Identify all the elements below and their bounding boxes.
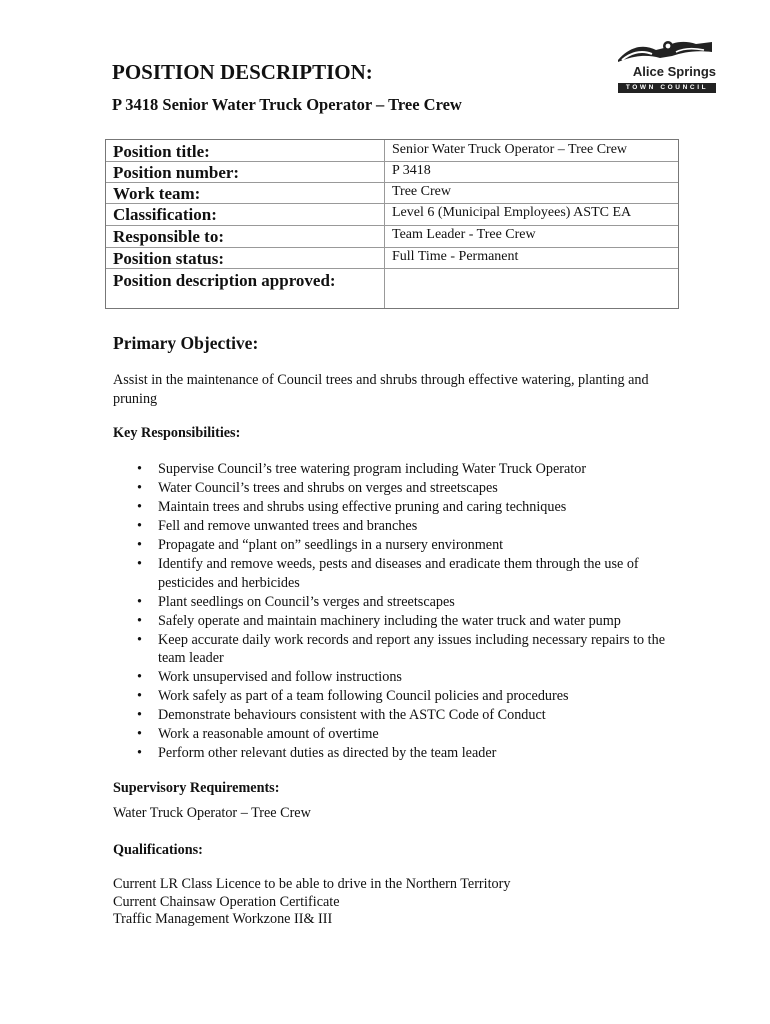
position-details-table <box>105 139 679 309</box>
row-label-description-approved: Position description approved: <box>113 271 336 290</box>
council-logo <box>612 38 716 100</box>
list-item-text: Safely operate and maintain machinery including the water truck and water pump <box>158 612 621 629</box>
key-responsibilities-heading: Key Responsibilities: <box>113 425 241 441</box>
list-item-text: Keep accurate daily work records and report any issues including necessary repairs to the team leader <box>158 631 666 666</box>
row-value-position-title: Senior Water Truck Operator – Tree Crew <box>392 142 628 157</box>
qualification-item: Traffic Management Workzone II& III <box>113 911 333 927</box>
list-item-text: Fell and remove unwanted trees and branches <box>158 518 418 534</box>
list-item-text: Supervise Council’s tree watering program including Water Truck Operator <box>158 461 587 477</box>
row-label-classification: Classification: <box>113 205 217 224</box>
qualification-item: Current LR Class Licence to be able to drive in the Northern Territory <box>113 876 511 892</box>
list-item: • Plant seedlings on Council’s verges and streetscapes <box>137 593 455 610</box>
table-row <box>106 203 678 226</box>
list-item: • Demonstrate behaviours consistent with the ASTC Code of Conduct <box>137 707 546 723</box>
row-label-position-title: Position title: <box>113 142 210 161</box>
row-value-responsible-to: Team Leader - Tree Crew <box>392 227 536 242</box>
primary-objective-heading: Primary Objective: <box>113 333 259 353</box>
table-row <box>106 161 678 183</box>
primary-objective-text: Assist in the maintenance of Council trees and shrubs through effective watering, planting and pruning <box>113 372 649 407</box>
council-logo-icon <box>612 38 716 66</box>
row-label-work-team: Work team: <box>113 184 201 203</box>
list-item: • Propagate and “plant on” seedlings in a nursery environment <box>137 537 504 553</box>
row-value-position-number: P 3418 <box>392 163 431 178</box>
row-value-classification: Level 6 (Municipal Employees) ASTC EA <box>392 205 632 220</box>
list-item-text: Perform other relevant duties as directed by the team leader <box>158 745 497 761</box>
supervisory-heading: Supervisory Requirements: <box>113 780 280 796</box>
list-item-text: Identify and remove weeds, pests and diseases and eradicate them through the use of pesticides and herbicides <box>158 556 639 591</box>
list-item: • Work safely as part of a team following Council policies and procedures <box>137 688 569 704</box>
list-item: • Work a reasonable amount of overtime <box>137 726 379 742</box>
list-item: • Keep accurate daily work records and report any issues including necessary repairs to the team leader <box>137 631 666 666</box>
row-label-position-number: Position number: <box>113 163 240 182</box>
table-row <box>106 225 678 248</box>
list-item-text: Plant seedlings on Council’s verges and streetscapes <box>158 593 455 610</box>
list-item: • Fell and remove unwanted trees and branches <box>137 518 418 534</box>
row-label-position-status: Position status: <box>113 249 224 268</box>
list-item-text: Work unsupervised and follow instructions <box>158 669 402 685</box>
table-row <box>106 140 678 162</box>
list-item: • Perform other relevant duties as directed by the team leader <box>137 745 497 761</box>
list-item: • Supervise Council’s tree watering program including Water Truck Operator <box>137 461 587 477</box>
qualifications-heading: Qualifications: <box>113 842 203 858</box>
list-item: • Identify and remove weeds, pests and diseases and eradicate them through the use of pesticides and herbicides <box>137 556 639 591</box>
qualifications-list <box>113 876 510 929</box>
list-item-text: Demonstrate behaviours consistent with the ASTC Code of Conduct <box>158 707 546 723</box>
row-label-responsible-to: Responsible to: <box>113 227 224 246</box>
list-item: • Work unsupervised and follow instructions <box>137 669 402 685</box>
list-item-text: Work a reasonable amount of overtime <box>158 726 379 742</box>
table-row <box>106 182 678 204</box>
key-responsibilities-list <box>113 460 673 763</box>
table-row <box>106 247 678 269</box>
row-value-position-status: Full Time - Permanent <box>392 249 519 264</box>
supervisory-text: Water Truck Operator – Tree Crew <box>113 805 311 821</box>
list-item: • Maintain trees and shrubs using effective pruning and caring techniques <box>137 499 567 515</box>
logo-tagline: TOWN COUNCIL <box>618 83 716 93</box>
row-value-work-team: Tree Crew <box>392 184 451 199</box>
list-item-text: Work safely as part of a team following Council policies and procedures <box>158 688 569 704</box>
qualification-item: Current Chainsaw Operation Certificate <box>113 893 340 910</box>
list-item-text: Propagate and “plant on” seedlings in a nursery environment <box>158 537 504 553</box>
list-item: • Water Council’s trees and shrubs on verges and streetscapes <box>137 480 498 496</box>
list-item-text: Maintain trees and shrubs using effective pruning and caring techniques <box>158 499 567 515</box>
list-item: • Safely operate and maintain machinery including the water truck and water pump <box>137 612 621 629</box>
table-row <box>106 268 678 309</box>
document-subtitle: P 3418 Senior Water Truck Operator – Tree Crew <box>112 95 462 114</box>
logo-name: Alice Springs <box>632 64 716 79</box>
list-item-text: Water Council’s trees and shrubs on verges and streetscapes <box>158 480 498 496</box>
document-title: POSITION DESCRIPTION: <box>112 60 373 84</box>
